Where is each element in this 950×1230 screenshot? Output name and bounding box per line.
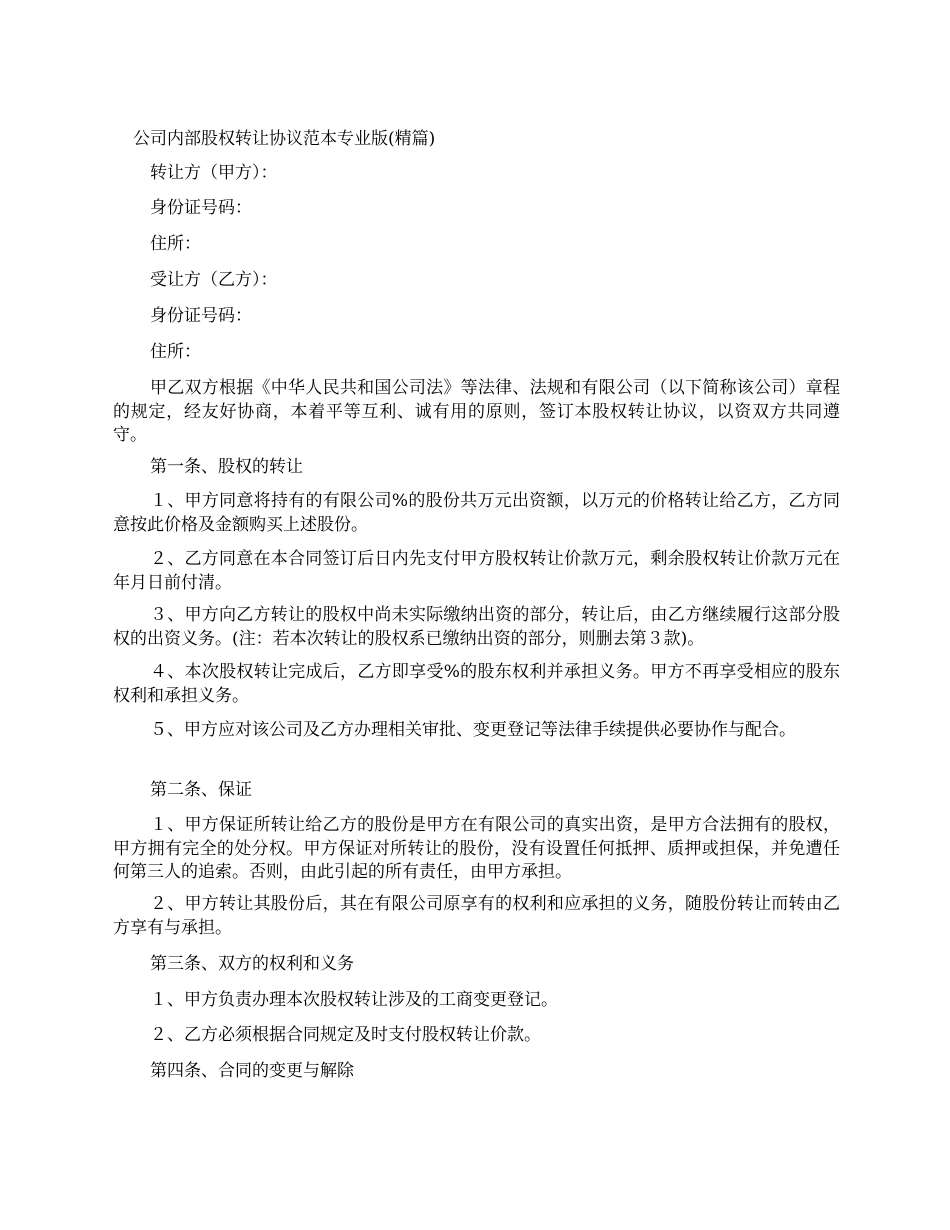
article-1-clause-3: ３、甲方向乙方转让的股权中尚未实际缴纳出资的部分，转让后，由乙方继续履行这部分股权的出资义务。(注：若本次转让的股权系已缴纳出资的部分，则删去第３款)。 <box>113 605 840 649</box>
party-b-id-field: 身份证号码： <box>150 306 252 326</box>
article-4-heading: 第四条、合同的变更与解除 <box>150 1061 354 1081</box>
article-1-heading: 第一条、股权的转让 <box>150 457 303 477</box>
article-3-clause-2: ２、乙方必须根据合同规定及时支付股权转让价款。 <box>150 1025 541 1045</box>
party-a-label: 转让方（甲方）： <box>150 163 278 183</box>
preamble-paragraph: 甲乙双方根据《中华人民共和国公司法》等法律、法规和有限公司（以下简称该公司）章程的规定，经友好协商，本着平等互利、诚有用的原则，签订本股权转让协议，以资双方共同遵守。 <box>113 378 840 445</box>
party-a-id-field: 身份证号码： <box>150 198 252 218</box>
party-b-address-field: 住所： <box>150 342 201 362</box>
document-title: 公司内部股权转让协议范本专业版(精篇) <box>133 129 436 149</box>
article-2-clause-2: ２、甲方转让其股份后，其在有限公司原享有的权利和应承担的义务，随股份转让而转由乙方享有与承担。 <box>113 894 840 938</box>
article-3-clause-1: １、甲方负责办理本次股权转让涉及的工商变更登记。 <box>150 990 558 1010</box>
article-1-clause-5: ５、甲方应对该公司及乙方办理相关审批、变更登记等法律手续提供必要协作与配合。 <box>150 720 796 740</box>
article-1-clause-1: １、甲方同意将持有的有限公司%的股份共万元出资额，以万元的价格转让给乙方，乙方同意按此价格及金额购买上述股份。 <box>113 491 840 535</box>
article-2-clause-1: １、甲方保证所转让给乙方的股份是甲方在有限公司的真实出资，是甲方合法拥有的股权，甲方拥有完全的处分权。甲方保证对所转让的股份，没有设置任何抵押、质押或担保，并免遭任何第三人的追索。否则，由此引起的所有责任，由甲方承担。 <box>113 815 840 882</box>
article-2-heading: 第二条、保证 <box>150 780 252 800</box>
party-a-address-field: 住所： <box>150 234 201 254</box>
article-3-heading: 第三条、双方的权利和义务 <box>150 954 354 974</box>
article-1-clause-4: ４、本次股权转让完成后，乙方即享受%的股东权利并承担义务。甲方不再享受相应的股东权利和承担义务。 <box>113 662 840 706</box>
article-1-clause-2: ２、乙方同意在本合同签订后日内先支付甲方股权转让价款万元，剩余股权转让价款万元在年月日前付清。 <box>113 549 840 593</box>
party-b-label: 受让方（乙方）： <box>150 270 278 290</box>
